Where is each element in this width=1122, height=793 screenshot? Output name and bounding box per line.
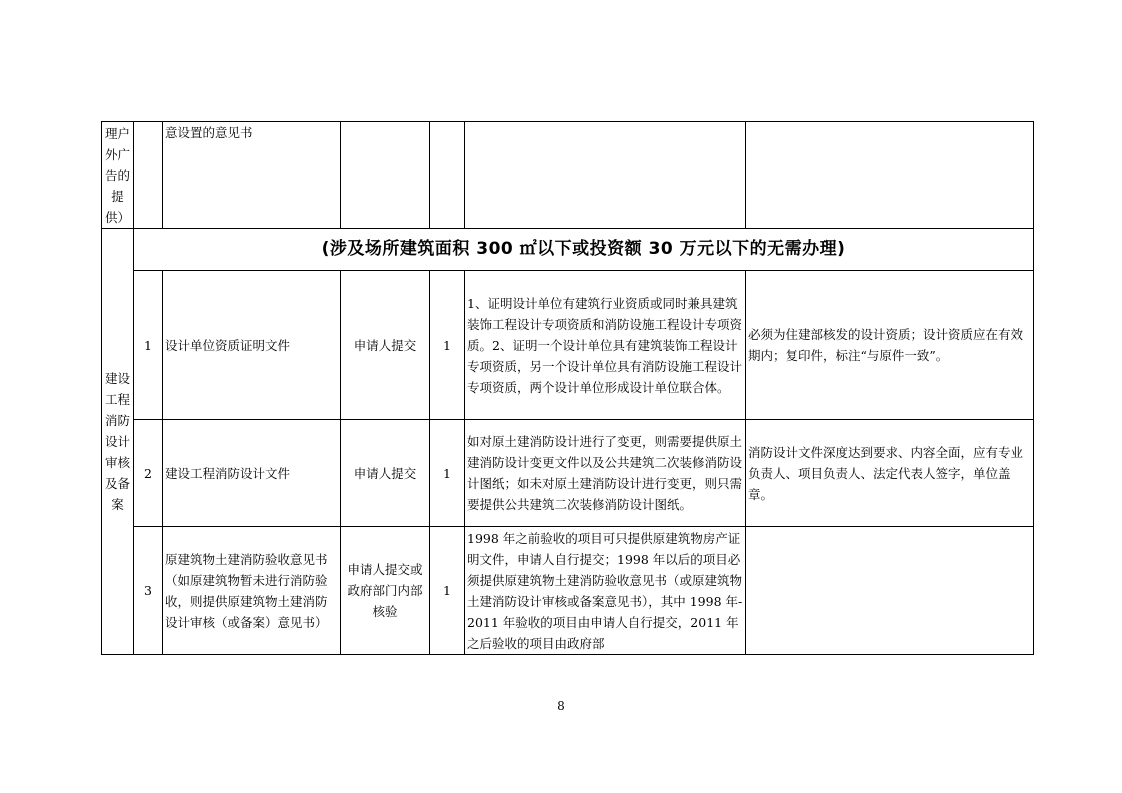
description-cell: 如对原土建消防设计进行了变更，则需要提供原土建消防设计变更文件以及公共建筑二次装修消防设计图纸；如未对原土建消防设计进行变更，则只需要提供公共建筑二次装修消防设计图纸。 <box>465 420 746 527</box>
category-cell: 理户外广告的提供） <box>102 122 134 229</box>
copies-cell: 1 <box>430 271 465 420</box>
table-row <box>102 527 1034 655</box>
section-notice-row <box>102 229 1034 271</box>
material-cell: 建设工程消防设计文件 <box>163 420 341 527</box>
description-cell <box>465 122 746 229</box>
material-cell: 意设置的意见书 <box>163 122 341 229</box>
source-cell <box>341 122 430 229</box>
material-cell: 原建筑物土建消防验收意见书（如原建筑物暂未进行消防验收，则提供原建筑物土建消防设计审核（或备案）意见书） <box>163 527 341 655</box>
table-row <box>102 420 1034 527</box>
number-cell: 2 <box>134 420 163 527</box>
requirement-cell <box>746 527 1034 655</box>
copies-cell: 1 <box>430 527 465 655</box>
page-number: 8 <box>557 699 565 713</box>
source-cell: 申请人提交 <box>341 271 430 420</box>
source-cell: 申请人提交 <box>341 420 430 527</box>
table-row <box>102 271 1034 420</box>
number-cell: 1 <box>134 271 163 420</box>
source-cell: 申请人提交或政府部门内部核验 <box>341 527 430 655</box>
requirement-cell: 必须为住建部核发的设计资质；设计资质应在有效期内；复印件，标注“与原件一致”。 <box>746 271 1034 420</box>
requirement-cell: 消防设计文件深度达到要求、内容全面，应有专业负责人、项目负责人、法定代表人签字，单位盖章。 <box>746 420 1034 527</box>
section-notice: (涉及场所建筑面积 300 ㎡以下或投资额 30 万元以下的无需办理) <box>134 229 1034 271</box>
requirement-cell <box>746 122 1034 229</box>
number-cell <box>134 122 163 229</box>
description-cell: 1、证明设计单位有建筑行业资质或同时兼具建筑装饰工程设计专项资质和消防设施工程设计专项资质。2、证明一个设计单位具有建筑装饰工程设计专项资质，另一个设计单位具有消防设施工程设计专项资质，两个设计单位形成设计单位联合体。 <box>465 271 746 420</box>
category-cell: 建设工程消防设计审核及备案 <box>102 229 134 655</box>
table-row <box>102 122 1034 229</box>
number-cell: 3 <box>134 527 163 655</box>
copies-cell: 1 <box>430 420 465 527</box>
description-cell: 1998 年之前验收的项目可只提供原建筑物房产证明文件，申请人自行提交；1998 年以后的项目必须提供原建筑物土建消防验收意见书（或原建筑物土建消防设计审核或备案意见书），其中 1998 年-2011 年验收的项目由申请人自行提交，2011 年之后验收的项目由政府部 <box>465 527 746 655</box>
copies-cell <box>430 122 465 229</box>
material-cell: 设计单位资质证明文件 <box>163 271 341 420</box>
materials-table <box>101 121 1034 655</box>
